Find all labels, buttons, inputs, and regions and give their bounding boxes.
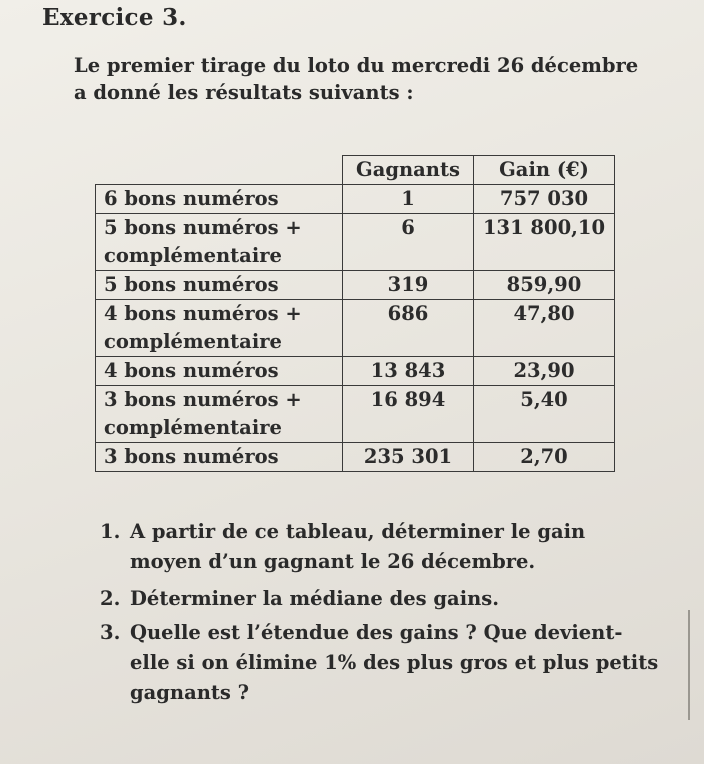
question-1 — [100, 517, 660, 577]
table-row — [96, 214, 615, 271]
exercise-title: Exercice 3. — [42, 4, 187, 31]
question-text: Quelle est l’étendue des gains ? Que devient-elle si on élimine 1% des plus gros et plus petits gagnants ? — [130, 621, 659, 704]
question-text: A partir de ce tableau, déterminer le gain moyen d’un gagnant le 26 décembre. — [130, 520, 586, 573]
row-gain: 757 030 — [474, 185, 615, 214]
row-winners: 319 — [343, 271, 474, 300]
row-label: 3 bons numéros + complémentaire — [96, 386, 343, 443]
row-winners: 13 843 — [343, 357, 474, 386]
row-winners: 16 894 — [343, 386, 474, 443]
table-row — [96, 386, 615, 443]
row-gain: 131 800,10 — [474, 214, 615, 271]
row-label: 5 bons numéros + complémentaire — [96, 214, 343, 271]
header-gain: Gain (€) — [474, 156, 615, 185]
intro-text: Le premier tirage du loto du mercredi 26 décembre a donné les résultats suivants : — [74, 54, 639, 104]
row-gain: 2,70 — [474, 443, 615, 472]
row-gain: 859,90 — [474, 271, 615, 300]
row-label: 3 bons numéros — [96, 443, 343, 472]
row-gain: 47,80 — [474, 300, 615, 357]
row-winners: 6 — [343, 214, 474, 271]
question-number: 1. — [100, 520, 121, 543]
row-label: 4 bons numéros — [96, 357, 343, 386]
row-winners: 686 — [343, 300, 474, 357]
question-number: 2. — [100, 587, 121, 610]
table-row — [96, 443, 615, 472]
row-gain: 5,40 — [474, 386, 615, 443]
question-text: Déterminer la médiane des gains. — [130, 587, 500, 610]
row-winners: 235 301 — [343, 443, 474, 472]
table-row — [96, 300, 615, 357]
results-table — [95, 155, 615, 472]
table-row — [96, 185, 615, 214]
row-label: 4 bons numéros + complémentaire — [96, 300, 343, 357]
page-edge-line — [688, 610, 690, 720]
row-label: 5 bons numéros — [96, 271, 343, 300]
question-number: 3. — [100, 621, 121, 644]
question-2 — [100, 584, 660, 614]
question-3 — [100, 618, 660, 708]
table-row — [96, 357, 615, 386]
row-winners: 1 — [343, 185, 474, 214]
header-winners: Gagnants — [343, 156, 474, 185]
table-header-row — [96, 156, 615, 185]
table-row — [96, 271, 615, 300]
row-label: 6 bons numéros — [96, 185, 343, 214]
row-gain: 23,90 — [474, 357, 615, 386]
header-empty-cell — [96, 156, 343, 185]
